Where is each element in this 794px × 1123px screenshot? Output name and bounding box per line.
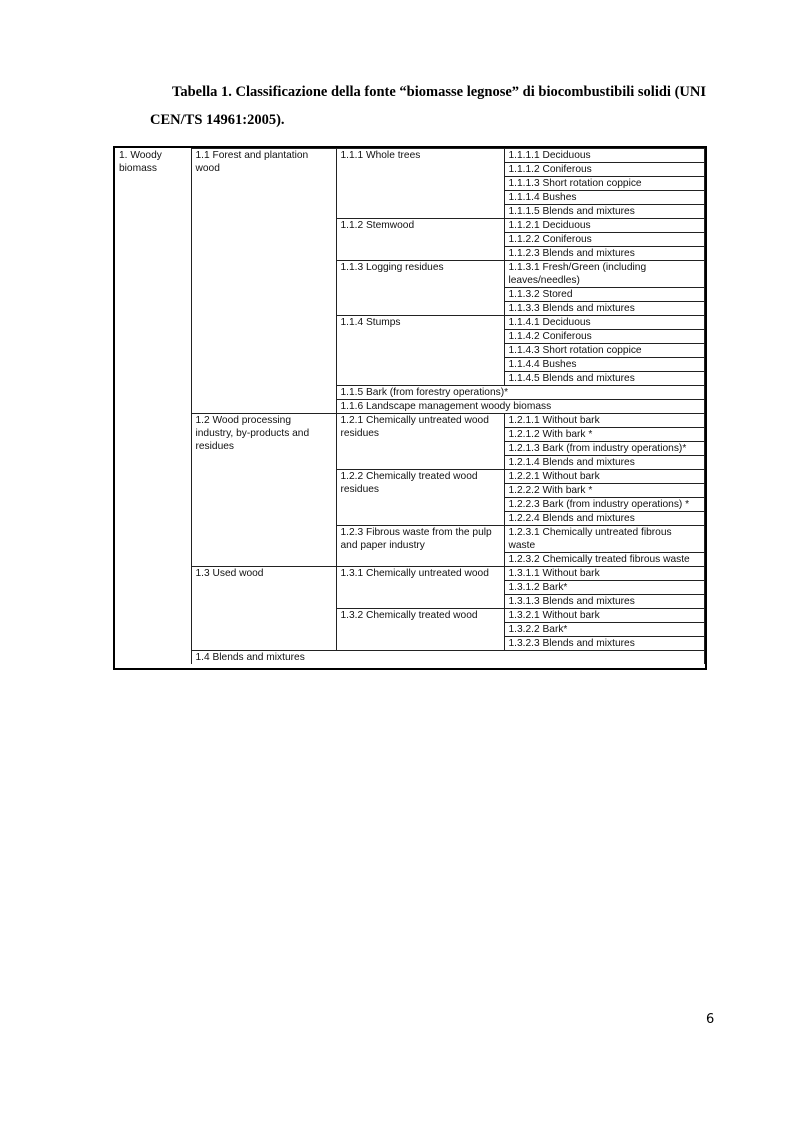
cell-1-3-1: 1.3.1 Chemically untreated wood <box>336 567 504 609</box>
cell-1-3: 1.3 Used wood <box>191 567 336 651</box>
cell-1-2-1: 1.2.1 Chemically untreated wood residues <box>336 414 504 470</box>
cell-1-2-1-4: 1.2.1.4 Blends and mixtures <box>504 456 705 470</box>
cell-1-3-2-1: 1.3.2.1 Without bark <box>504 609 705 623</box>
cell-1-3-2: 1.3.2 Chemically treated wood <box>336 609 504 651</box>
cell-1-1-2-1: 1.1.2.1 Deciduous <box>504 219 705 233</box>
cell-1-1-1-3: 1.1.1.3 Short rotation coppice <box>504 177 705 191</box>
cell-1-3-2-2: 1.3.2.2 Bark* <box>504 623 705 637</box>
cell-1-2-3-2: 1.2.3.2 Chemically treated fibrous waste <box>504 553 705 567</box>
cell-1-1-1-1: 1.1.1.1 Deciduous <box>504 149 705 163</box>
cell-1-1-4-1: 1.1.4.1 Deciduous <box>504 316 705 330</box>
cell-1-1: 1.1 Forest and plantation wood <box>191 149 336 414</box>
cell-1-1-1: 1.1.1 Whole trees <box>336 149 504 219</box>
cell-1-3-1-1: 1.3.1.1 Without bark <box>504 567 705 581</box>
cell-1-1-1-4: 1.1.1.4 Bushes <box>504 191 705 205</box>
classification-table <box>115 148 705 664</box>
cell-1-2-3: 1.2.3 Fibrous waste from the pulp and paper industry <box>336 526 504 567</box>
cell-1-1-4-3: 1.1.4.3 Short rotation coppice <box>504 344 705 358</box>
cell-woody-biomass: 1. Woody biomass <box>119 149 162 174</box>
cell-1-1-4-4: 1.1.4.4 Bushes <box>504 358 705 372</box>
cell-1-1-3-2: 1.1.3.2 Stored <box>504 288 705 302</box>
cell-1-2-2-2: 1.2.2.2 With bark * <box>504 484 705 498</box>
cell-1-1-6: 1.1.6 Landscape management woody biomass <box>336 400 705 414</box>
cell-1-1-2-3: 1.1.2.3 Blends and mixtures <box>504 247 705 261</box>
table-caption: Tabella 1. Classificazione della fonte “biomasse legnose” di biocombustibili solidi (UNI CEN/TS 14961:2005). <box>150 84 706 128</box>
cell-1-1-4-2: 1.1.4.2 Coniferous <box>504 330 705 344</box>
cell-1-1-2: 1.1.2 Stemwood <box>336 219 504 261</box>
cell-1-1-1-5: 1.1.1.5 Blends and mixtures <box>504 205 705 219</box>
cell-1-2-2-3: 1.2.2.3 Bark (from industry operations) * <box>504 498 705 512</box>
cell-1-1-4-5: 1.1.4.5 Blends and mixtures <box>504 372 705 386</box>
cell-1-2-1-1: 1.2.1.1 Without bark <box>504 414 705 428</box>
cell-1-1-4: 1.1.4 Stumps <box>336 316 504 386</box>
cell-1-1-3-3: 1.1.3.3 Blends and mixtures <box>504 302 705 316</box>
cell-1-1-3: 1.1.3 Logging residues <box>336 261 504 316</box>
cell-1-1-1-2: 1.1.1.2 Coniferous <box>504 163 705 177</box>
cell-1-3-1-3: 1.3.1.3 Blends and mixtures <box>504 595 705 609</box>
cell-1-2-1-2: 1.2.1.2 With bark * <box>504 428 705 442</box>
cell-1-1-5: 1.1.5 Bark (from forestry operations)* <box>336 386 705 400</box>
cell-1-3-2-3: 1.3.2.3 Blends and mixtures <box>504 637 705 651</box>
classification-table-image <box>113 146 707 670</box>
page-number: 6 <box>706 1012 715 1027</box>
cell-1-4: 1.4 Blends and mixtures <box>191 651 705 665</box>
cell-1-2-2: 1.2.2 Chemically treated wood residues <box>336 470 504 526</box>
cell-1-1-2-2: 1.1.2.2 Coniferous <box>504 233 705 247</box>
cell-1-1-3-1: 1.1.3.1 Fresh/Green (including leaves/needles) <box>504 261 705 288</box>
cell-1-2-2-1: 1.2.2.1 Without bark <box>504 470 705 484</box>
cell-1-2-3-1: 1.2.3.1 Chemically untreated fibrous waste <box>504 526 705 553</box>
cell-1-2: 1.2 Wood processing industry, by-products and residues <box>191 414 336 567</box>
cell-1-2-2-4: 1.2.2.4 Blends and mixtures <box>504 512 705 526</box>
cell-1-3-1-2: 1.3.1.2 Bark* <box>504 581 705 595</box>
cell-1-2-1-3: 1.2.1.3 Bark (from industry operations)* <box>504 442 705 456</box>
